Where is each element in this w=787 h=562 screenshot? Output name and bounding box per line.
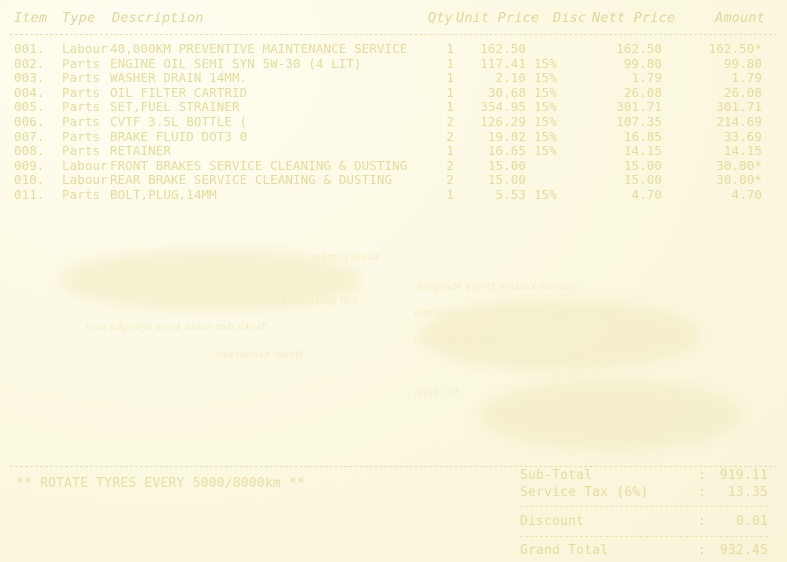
row-nett-price: 16.85	[623, 128, 662, 144]
row-qty: 1	[446, 41, 454, 56]
table-row-amounts	[0, 100, 787, 115]
row-type: Parts	[62, 143, 101, 159]
row-description: SET,FUEL STRAINER	[110, 99, 240, 115]
table-row-amounts	[0, 86, 787, 101]
column-header-item: Item	[14, 10, 48, 26]
row-nett-price: 26.08	[623, 84, 662, 100]
row-number: 011.	[14, 186, 45, 202]
table-row-amounts	[0, 42, 787, 57]
total-colon: :	[698, 468, 707, 483]
bleed-through-text: Jabatan Kastam Diraja Malaysia	[418, 282, 578, 293]
row-disc: 15%	[534, 84, 557, 100]
row-type: Labour	[62, 157, 108, 173]
row-type: Parts	[62, 84, 101, 100]
bleed-through-text: No. Enjin	[414, 388, 459, 399]
row-number: 002.	[14, 55, 45, 71]
totals-divider	[520, 506, 768, 507]
row-amount: 301.71	[716, 99, 762, 115]
row-qty: 2	[446, 172, 454, 188]
row-description: CVTF 3.5L BOTTLE (	[110, 113, 248, 129]
row-number: 004.	[14, 84, 45, 100]
row-amount: 214.69	[716, 113, 762, 129]
table-row-amounts	[0, 173, 787, 188]
footer-note: ** ROTATE TYRES EVERY 5000/8000km **	[16, 476, 305, 491]
row-unit-price: 19.82	[487, 128, 526, 144]
table-row-amounts	[0, 57, 787, 72]
total-row-grand-total	[520, 543, 770, 560]
row-number: 009.	[14, 157, 45, 173]
line-items-amounts	[0, 42, 787, 203]
row-type: Labour	[62, 172, 108, 188]
row-type: Parts	[62, 186, 101, 202]
row-type: Parts	[62, 128, 101, 144]
row-nett-price: 99.80	[623, 55, 662, 71]
total-colon: :	[698, 514, 707, 529]
row-amount: 162.50*	[708, 41, 762, 56]
row-qty: 1	[446, 143, 454, 159]
row-amount: 30.00*	[716, 157, 762, 173]
total-colon: :	[698, 543, 707, 558]
row-unit-price: 117.41	[480, 55, 526, 71]
total-row-sub-total	[520, 468, 770, 485]
row-description: 40,000KM PREVENTIVE MAINTENANCE SERVICE	[110, 41, 408, 56]
row-nett-price: 15.00	[623, 157, 662, 173]
row-unit-price: 354.95	[480, 99, 526, 115]
row-disc: 15%	[534, 143, 557, 159]
row-number: 010.	[14, 172, 45, 188]
row-description: FRONT BRAKES SERVICE CLEANING & DUSTING	[110, 157, 408, 173]
row-type: Parts	[62, 113, 101, 129]
row-description: RETAINER	[110, 143, 172, 159]
row-qty: 1	[446, 55, 454, 71]
column-header-disc: Disc	[553, 10, 587, 26]
row-description: OIL FILTER CARTRID	[110, 84, 248, 100]
bleed-through-text: No. Casis	[556, 404, 603, 415]
row-nett-price: 107.35	[616, 113, 662, 129]
row-number: 008.	[14, 143, 45, 159]
table-row-amounts	[0, 130, 787, 145]
row-unit-price: 30.68	[487, 84, 526, 100]
column-header-type: Type	[62, 10, 96, 26]
table-row-amounts	[0, 115, 787, 130]
row-number: 005.	[14, 99, 45, 115]
row-disc: 15%	[534, 99, 557, 115]
row-nett-price: 1.79	[631, 70, 662, 86]
row-description: BRAKE FLUID DOT3 0	[110, 128, 248, 144]
row-unit-price: 15.00	[487, 172, 526, 188]
row-description: REAR BRAKE SERVICE CLEANING & DUSTING	[110, 172, 393, 188]
footer-divider	[10, 466, 777, 467]
table-row-amounts	[0, 144, 787, 159]
column-header-qty: Qty	[428, 10, 453, 26]
row-qty: 2	[446, 113, 454, 129]
row-qty: 1	[446, 70, 454, 86]
row-qty: 1	[446, 99, 454, 115]
row-type: Parts	[62, 70, 101, 86]
total-row-discount	[520, 514, 770, 531]
row-amount: 33.69	[723, 128, 762, 144]
table-row-amounts	[0, 71, 787, 86]
totals-divider	[520, 536, 768, 537]
totals-spacer	[520, 502, 770, 514]
row-disc: 15%	[534, 55, 557, 71]
bleed-through-text: Tarikh dan masa kerja dijangka siap	[86, 322, 267, 333]
table-header	[0, 8, 787, 32]
column-header-description: Description	[112, 10, 204, 26]
column-header-amount: Amount	[715, 10, 765, 26]
row-unit-price: 5.53	[495, 186, 526, 202]
row-disc: 15%	[534, 128, 557, 144]
column-header-unit-price: Unit Price	[456, 10, 540, 26]
total-label: Service Tax (6%)	[520, 485, 649, 500]
row-unit-price: 15.00	[487, 157, 526, 173]
row-amount: 4.70	[731, 186, 762, 202]
table-row-amounts	[0, 188, 787, 203]
bleed-through-text: No. Pendaftaran	[414, 336, 495, 347]
row-qty: 1	[446, 84, 454, 100]
total-value: 932.45	[719, 543, 768, 558]
row-number: 003.	[14, 70, 45, 86]
row-description: ENGINE OIL SEMI SYN 5W-30 (4 LIT)	[110, 55, 362, 71]
column-header-nett-price: Nett Price	[592, 10, 676, 26]
header-divider	[10, 34, 777, 35]
row-number: 007.	[14, 128, 45, 144]
row-amount: 30.00*	[716, 172, 762, 188]
totals-block	[520, 468, 770, 560]
row-nett-price: 162.50	[616, 41, 662, 56]
row-number: 006.	[14, 113, 45, 129]
row-description: BOLT,PLUG,14MM	[110, 186, 217, 202]
total-value: 13.35	[727, 485, 768, 500]
row-qty: 1	[446, 186, 454, 202]
total-value: 0.01	[735, 514, 768, 529]
bleed-through-text: Warna	[596, 420, 628, 431]
row-type: Labour	[62, 41, 108, 56]
row-qty: 2	[446, 128, 454, 144]
bleed-through-text: Tarikh dan masa kenderaan diterima	[414, 308, 599, 319]
row-unit-price: 16.65	[487, 143, 526, 159]
row-nett-price: 301.71	[616, 99, 662, 115]
total-colon: :	[698, 485, 707, 500]
row-nett-price: 4.70	[631, 186, 662, 202]
row-disc: 15%	[534, 113, 557, 129]
row-description: WASHER DRAIN 14MM.	[110, 70, 248, 86]
total-label: Grand Total	[520, 543, 609, 558]
row-nett-price: 14.15	[623, 143, 662, 159]
row-nett-price: 15.00	[623, 172, 662, 188]
row-amount: 1.79	[731, 70, 762, 86]
row-unit-price: 126.29	[480, 113, 526, 129]
row-amount: 26.08	[723, 84, 762, 100]
paper-smudge	[480, 380, 740, 450]
row-amount: 14.15	[723, 143, 762, 159]
bleed-through-text: Model Kenderaan	[216, 350, 304, 361]
row-unit-price: 162.50	[480, 41, 526, 56]
total-label: Discount	[520, 514, 585, 529]
bleed-through-text: Sijil perakuan cukai perkhidmatan	[186, 296, 358, 307]
totals-spacer	[520, 531, 770, 543]
row-amount: 99.80	[723, 55, 762, 71]
total-value: 919.11	[719, 468, 768, 483]
row-unit-price: 2.10	[495, 70, 526, 86]
row-type: Parts	[62, 55, 101, 71]
row-number: 001.	[14, 41, 45, 56]
total-label: Sub-Total	[520, 468, 593, 483]
table-row-amounts	[0, 159, 787, 174]
row-type: Parts	[62, 99, 101, 115]
total-row-service-tax	[520, 485, 770, 502]
row-qty: 2	[446, 157, 454, 173]
row-disc: 15%	[534, 186, 557, 202]
row-disc: 15%	[534, 70, 557, 86]
bleed-through-text: Kuala Lumpur	[310, 252, 380, 263]
